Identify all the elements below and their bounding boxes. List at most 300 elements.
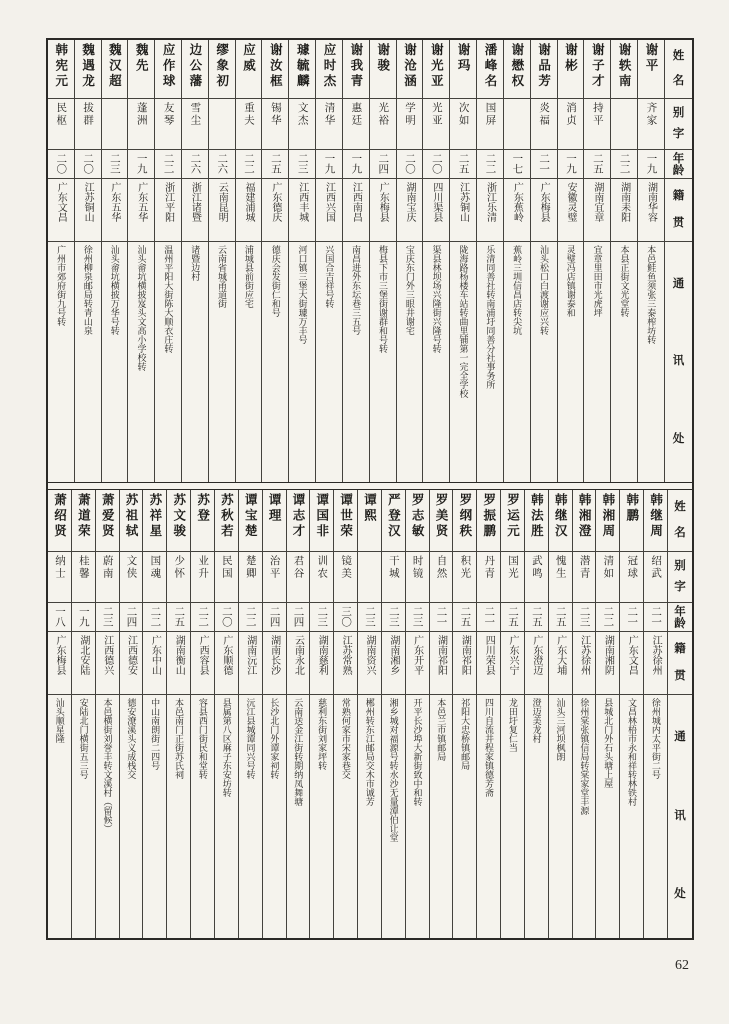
entry-name-cell — [450, 40, 476, 98]
entry-place: 湖南宝庆 — [404, 182, 416, 222]
entry-age: 三〇 — [340, 606, 352, 627]
entry-name-cell — [477, 40, 503, 98]
entry-zi: 惠廷 — [350, 102, 362, 127]
entry-place-cell — [382, 631, 405, 694]
entry-place-cell — [72, 631, 95, 694]
entry-name: 谭宝楚 — [243, 493, 258, 540]
entry-age-cell — [155, 149, 181, 178]
entry-zi-cell — [102, 98, 128, 149]
entry-column — [190, 490, 214, 938]
entry-zi-cell — [531, 98, 557, 149]
entry-address: 安陆北门横街五三号 — [78, 698, 89, 779]
entry-zi: 清华 — [323, 102, 335, 127]
entry-zi: 武鸣 — [530, 555, 542, 580]
entry-name-cell — [525, 490, 548, 551]
header-char: 讯 — [674, 809, 686, 822]
entry-zi: 愧生 — [554, 555, 566, 580]
entry-place-cell — [209, 178, 235, 241]
entry-place-cell — [358, 631, 381, 694]
entry-age: 二三 — [387, 606, 399, 627]
entry-zi: 雪尘 — [189, 102, 201, 127]
entry-column — [381, 490, 405, 938]
entry-address: 本邑横街刘誉丰转文溪村（留候） — [102, 698, 113, 833]
entry-place-cell — [638, 178, 664, 241]
entry-column — [503, 40, 530, 482]
entry-age-cell — [310, 602, 333, 631]
entry-name-cell — [316, 40, 342, 98]
entry-column — [357, 490, 381, 938]
entry-age: 二六 — [216, 153, 228, 174]
entry-address: 河口镇三堡大街璩万丰号 — [297, 245, 308, 344]
header-age — [668, 602, 692, 631]
entry-age: 一九 — [323, 153, 335, 174]
entry-age: 二五 — [530, 606, 542, 627]
entry-place: 四川渠县 — [430, 182, 442, 222]
header-age — [665, 149, 692, 178]
entry-address-cell — [611, 241, 637, 482]
entry-place-cell — [501, 631, 524, 694]
entry-age-cell — [397, 149, 423, 178]
entry-column — [208, 40, 235, 482]
entry-address-cell — [209, 241, 235, 482]
entry-address-cell — [263, 694, 286, 938]
entry-zi: 国光 — [507, 555, 519, 580]
header-char: 贯 — [672, 216, 685, 229]
entry-address: 云南省城甬道街 — [217, 245, 228, 308]
entry-name: 谢彬 — [563, 43, 578, 74]
entry-name: 韩湘澄 — [577, 493, 592, 540]
entry-name: 谭志才 — [290, 493, 305, 540]
entry-place-cell — [287, 631, 310, 694]
entry-place: 福建浦城 — [243, 182, 255, 222]
entry-address: 陇海路杨楼车站转曲里铺第一完全学校 — [458, 245, 469, 398]
header-char: 字 — [672, 127, 685, 140]
entry-column — [500, 490, 524, 938]
entry-zi: 潜青 — [578, 555, 590, 580]
entry-column — [405, 490, 429, 938]
entry-age: 二六 — [189, 153, 201, 174]
entry-column — [142, 490, 166, 938]
entry-name: 罗志敏 — [410, 493, 425, 540]
entry-name: 罗纲秩 — [457, 493, 472, 540]
entry-address-cell — [215, 694, 238, 938]
entry-place: 湖南耒阳 — [618, 182, 630, 222]
entry-place: 江苏徐州 — [650, 635, 662, 675]
entry-name-cell — [382, 490, 405, 551]
entry-place-cell — [343, 178, 369, 241]
header-column — [664, 40, 692, 482]
entry-place-cell — [155, 178, 181, 241]
entry-zi: 冠球 — [626, 555, 638, 580]
entry-place: 广东澄迈 — [530, 635, 542, 675]
entry-address: 灵璧冯店镇谢泰和 — [565, 245, 576, 317]
entry-age-cell — [191, 602, 214, 631]
entry-age: 二三 — [101, 606, 113, 627]
entry-name-cell — [343, 40, 369, 98]
entry-place: 安徽灵璧 — [564, 182, 576, 222]
entry-zi: 友琴 — [162, 102, 174, 127]
entry-column — [262, 490, 286, 938]
entry-address-cell — [573, 694, 596, 938]
entry-zi-cell — [584, 98, 610, 149]
entry-age-cell — [316, 149, 342, 178]
entry-place: 湖南沅江 — [244, 635, 256, 675]
entry-age: 二三 — [411, 606, 423, 627]
entry-address-cell — [262, 241, 288, 482]
entry-name-cell — [263, 490, 286, 551]
entry-age-cell — [573, 602, 596, 631]
entry-age-cell — [48, 149, 74, 178]
entry-address-cell — [382, 694, 405, 938]
entry-zi-cell — [430, 551, 453, 602]
entry-age-cell — [358, 602, 381, 631]
entry-address: 汕头顺星隆 — [54, 698, 65, 743]
entry-zi: 君谷 — [292, 555, 304, 580]
entry-column — [154, 40, 181, 482]
header-native-place — [665, 178, 692, 241]
entry-age: 二五 — [554, 606, 566, 627]
entry-age-cell — [453, 602, 476, 631]
entry-address-cell — [453, 694, 476, 938]
entry-age: 二一 — [435, 606, 447, 627]
entry-address-cell — [239, 694, 262, 938]
entry-zi-cell — [477, 98, 503, 149]
entry-address: 汕头畲坑横披岌头文高小学校转 — [136, 245, 147, 371]
entry-address: 徐州城内太平街二号 — [650, 698, 661, 779]
entry-zi-cell — [558, 98, 584, 149]
entry-name: 谭国非 — [314, 493, 329, 540]
header-char: 姓 — [674, 500, 686, 513]
entry-place-cell — [477, 631, 500, 694]
entry-age: 二五 — [507, 606, 519, 627]
entry-address-cell — [155, 241, 181, 482]
entry-place: 湖南宜章 — [591, 182, 603, 222]
entry-name: 谢品芳 — [536, 43, 551, 90]
entry-place-cell — [397, 178, 423, 241]
header-char: 姓 — [672, 49, 685, 62]
entry-column — [238, 490, 262, 938]
entry-name: 谢我青 — [348, 43, 363, 90]
entry-address: 本邑鲑鱼须张三泰榨坊转 — [646, 245, 657, 344]
entry-name-cell — [48, 40, 74, 98]
entry-place-cell — [406, 631, 429, 694]
entry-name: 严登汉 — [386, 493, 401, 540]
entry-place-cell — [262, 178, 288, 241]
entry-age: 二四 — [268, 606, 280, 627]
entry-zi-cell — [358, 551, 381, 602]
entry-name-cell — [477, 490, 500, 551]
entry-name-cell — [596, 490, 619, 551]
entry-column — [548, 490, 572, 938]
header-char: 籍 — [672, 189, 685, 202]
entry-zi: 锡华 — [269, 102, 281, 127]
entry-age-cell — [370, 149, 396, 178]
entry-name: 魏汉超 — [107, 43, 122, 90]
entry-zi-cell — [209, 98, 235, 149]
entry-zi-cell — [453, 551, 476, 602]
entry-place: 广东大埔 — [554, 635, 566, 675]
entry-zi: 持平 — [591, 102, 603, 127]
entry-column — [449, 40, 476, 482]
entry-place-cell — [549, 631, 572, 694]
entry-age-cell — [102, 149, 128, 178]
entry-zi: 镜美 — [340, 555, 352, 580]
entry-address-cell — [289, 241, 315, 482]
entry-zi-cell — [120, 551, 143, 602]
entry-age: 一九 — [350, 153, 362, 174]
entry-name: 魏先 — [134, 43, 149, 74]
entry-age: 二二 — [618, 153, 630, 174]
entry-address: 本邑南门正街苏氏祠 — [174, 698, 185, 779]
entry-place: 湖南祁阳 — [459, 635, 471, 675]
entry-zi: 民国 — [220, 555, 232, 580]
entry-zi: 文侠 — [125, 555, 137, 580]
entry-place: 广东文昌 — [626, 635, 638, 675]
entry-address-cell — [638, 241, 664, 482]
entry-zi: 业升 — [197, 555, 209, 580]
entry-place: 江西德兴 — [101, 635, 113, 675]
entry-age: 二二 — [243, 153, 255, 174]
entry-zi-cell — [638, 98, 664, 149]
entry-address-cell — [236, 241, 262, 482]
entry-zi-cell — [48, 551, 71, 602]
entry-age: 二二 — [484, 153, 496, 174]
entry-zi: 消贞 — [564, 102, 576, 127]
entry-zi: 绍武 — [650, 555, 662, 580]
entry-zi-cell — [450, 98, 476, 149]
entry-address-cell — [316, 241, 342, 482]
entry-age-cell — [182, 149, 208, 178]
entry-column — [101, 40, 128, 482]
entry-zi-cell — [573, 551, 596, 602]
entry-name-cell — [262, 40, 288, 98]
entry-column — [214, 490, 238, 938]
entry-address: 渠县林坝场兴隆街兴隆号转 — [431, 245, 442, 353]
entry-column — [369, 40, 396, 482]
entry-place: 江西兴国 — [323, 182, 335, 222]
entry-zi-cell — [263, 551, 286, 602]
entry-age-cell — [450, 149, 476, 178]
entry-zi: 积光 — [459, 555, 471, 580]
entry-zi-cell — [96, 551, 119, 602]
entry-zi: 丹青 — [483, 555, 495, 580]
entry-place-cell — [215, 631, 238, 694]
entry-zi: 时镜 — [411, 555, 423, 580]
entry-zi: 齐家 — [645, 102, 657, 127]
entry-place-cell — [573, 631, 596, 694]
entry-name: 韩继周 — [648, 493, 663, 540]
directory-table-lower — [48, 490, 692, 938]
entry-column — [181, 40, 208, 482]
entry-age: 二五 — [591, 153, 603, 174]
entry-zi-cell — [504, 98, 530, 149]
entry-address: 乐清同善社转南浦圩同善分社事务所 — [485, 245, 496, 389]
page-number: 62 — [675, 958, 689, 973]
entry-address: 湘乡城对福源号转水沙无量潭伯让堂 — [388, 698, 399, 842]
entry-zi-cell — [501, 551, 524, 602]
entry-address-cell — [370, 241, 396, 482]
entry-place: 湖南湘阴 — [602, 635, 614, 675]
entry-zi: 干城 — [387, 555, 399, 580]
entry-address: 开平长沙埠大新街致中和转 — [412, 698, 423, 806]
entry-age: 一九 — [77, 606, 89, 627]
entry-address-cell — [182, 241, 208, 482]
entry-place: 江苏铜山 — [82, 182, 94, 222]
entry-age: 二三 — [363, 606, 375, 627]
entry-column — [48, 40, 74, 482]
header-char: 年 — [674, 606, 686, 618]
entry-column — [452, 490, 476, 938]
entry-column — [127, 40, 154, 482]
entry-address-cell — [343, 241, 369, 482]
entry-zi-cell — [549, 551, 572, 602]
entry-address: 四川自流井程家镇德芳斋 — [483, 698, 494, 797]
entry-place: 湖南祁阳 — [435, 635, 447, 675]
entry-zi: 光亚 — [430, 102, 442, 127]
entry-name-cell — [620, 490, 643, 551]
entry-address-cell — [48, 241, 74, 482]
entry-age-cell — [48, 602, 71, 631]
entry-column — [396, 40, 423, 482]
entry-age-cell — [382, 602, 405, 631]
entry-address: 沅江县城谭同兴号转 — [245, 698, 256, 779]
entry-age-cell — [334, 602, 357, 631]
entry-place-cell — [48, 631, 71, 694]
entry-age-cell — [584, 149, 610, 178]
entry-name-cell — [531, 40, 557, 98]
entry-address: 兴国合吉祥号转 — [324, 245, 335, 308]
entry-age: 二〇 — [220, 606, 232, 627]
entry-zi: 光裕 — [377, 102, 389, 127]
entry-address-cell — [531, 241, 557, 482]
entry-age-cell — [236, 149, 262, 178]
entry-place: 广东梅县 — [54, 635, 65, 675]
entry-age-cell — [477, 602, 500, 631]
header-char: 通 — [674, 731, 686, 744]
entry-name-cell — [143, 490, 166, 551]
entry-place: 广东文昌 — [55, 182, 67, 222]
entry-address-cell — [620, 694, 643, 938]
entry-column — [286, 490, 310, 938]
entry-name: 缪象初 — [214, 43, 229, 90]
entry-name-cell — [423, 40, 449, 98]
entry-place: 四川荣县 — [483, 635, 495, 675]
header-native-place — [668, 631, 692, 694]
entry-name-cell — [215, 490, 238, 551]
entry-address: 德庆会发街仁和号 — [270, 245, 281, 317]
entry-zi: 清如 — [602, 555, 614, 580]
entry-age-cell — [558, 149, 584, 178]
entry-address: 容县西门街民和堂转 — [197, 698, 208, 779]
entry-zi: 炎福 — [538, 102, 550, 127]
entry-zi: 重夫 — [243, 102, 255, 127]
entry-age: 二二 — [602, 606, 614, 627]
header-char: 龄 — [672, 164, 685, 177]
entry-name: 苏祥星 — [147, 493, 162, 540]
entry-place: 湖南湘乡 — [387, 635, 399, 675]
entry-place-cell — [289, 178, 315, 241]
entry-name-cell — [289, 40, 315, 98]
entry-zi-cell — [128, 98, 154, 149]
entry-address-cell — [143, 694, 166, 938]
entry-age: 二二 — [197, 606, 209, 627]
entry-column — [333, 490, 357, 938]
entry-name: 苏登 — [195, 493, 210, 524]
entry-age: 一九 — [645, 153, 657, 174]
entry-place-cell — [120, 631, 143, 694]
entry-place-cell — [102, 178, 128, 241]
entry-column — [524, 490, 548, 938]
entry-address-cell — [423, 241, 449, 482]
entry-address-cell — [96, 694, 119, 938]
entry-place: 湖南长沙 — [268, 635, 280, 675]
header-char: 别 — [672, 106, 685, 119]
entry-name: 苏祖轼 — [124, 493, 139, 540]
entry-place: 湖南衡山 — [173, 635, 185, 675]
entry-zi-cell — [75, 98, 101, 149]
entry-column — [476, 490, 500, 938]
entry-address-cell — [558, 241, 584, 482]
entry-zi: 文杰 — [296, 102, 308, 127]
entry-zi-cell — [316, 98, 342, 149]
entry-place-cell — [430, 631, 453, 694]
entry-zi-cell — [343, 98, 369, 149]
header-char: 名 — [672, 74, 685, 87]
entry-age: 二三 — [296, 153, 308, 174]
entry-place: 浙江诸暨 — [189, 182, 201, 222]
header-char: 别 — [674, 559, 686, 572]
entry-name-cell — [573, 490, 596, 551]
entry-place: 湖南慈利 — [316, 635, 328, 675]
entry-name: 谭世荣 — [338, 493, 353, 540]
entry-age: 二五 — [173, 606, 185, 627]
entry-place: 云南昆明 — [216, 182, 228, 222]
entry-address: 本邑兰市镇邮局 — [436, 698, 447, 761]
entry-place-cell — [584, 178, 610, 241]
entry-name: 谢玛 — [456, 43, 471, 74]
entry-age-cell — [531, 149, 557, 178]
entry-name: 韩继汉 — [553, 493, 568, 540]
entry-name: 罗运元 — [505, 493, 520, 540]
entry-name: 魏遇龙 — [80, 43, 95, 90]
entry-zi-cell — [191, 551, 214, 602]
directory-table-frame — [46, 38, 694, 940]
entry-name: 谢汝框 — [268, 43, 283, 90]
entry-place-cell — [316, 178, 342, 241]
entry-address-cell — [549, 694, 572, 938]
entry-address: 文昌林梧市永和祥转林铁村 — [627, 698, 638, 806]
entry-age-cell — [596, 602, 619, 631]
entry-address: 梅县下市三堡街谢群和号转 — [378, 245, 388, 353]
entry-place: 广东五华 — [135, 182, 147, 222]
entry-age-cell — [143, 602, 166, 631]
entry-address-cell — [167, 694, 190, 938]
entry-place: 广东兴宁 — [507, 635, 519, 675]
entry-address-cell — [477, 241, 503, 482]
entry-place-cell — [477, 178, 503, 241]
entry-age-cell — [644, 602, 667, 631]
entry-place-cell — [423, 178, 449, 241]
entry-age-cell — [75, 149, 101, 178]
entry-age: 一八 — [54, 606, 65, 627]
entry-name: 苏文骏 — [171, 493, 186, 540]
entry-age: 二〇 — [82, 153, 94, 174]
entry-name-cell — [638, 40, 664, 98]
entry-name-cell — [584, 40, 610, 98]
entry-age: 二四 — [377, 153, 389, 174]
entry-name: 应时杰 — [322, 43, 337, 90]
entry-address-cell — [430, 694, 453, 938]
